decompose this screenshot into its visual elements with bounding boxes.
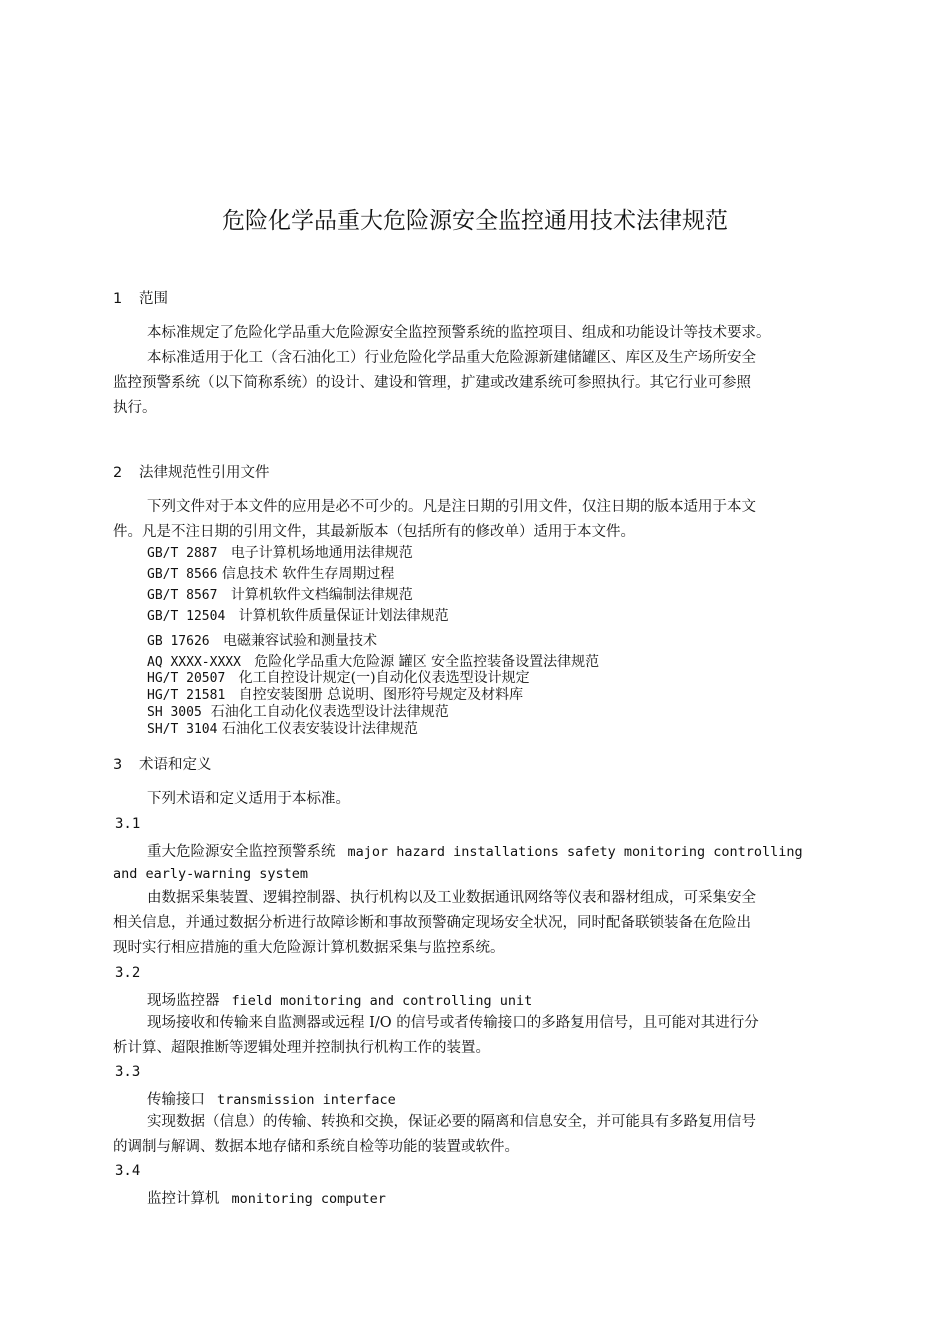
reference-name: 计算机软件质量保证计划法律规范 [238,608,449,624]
section-1-paragraph-2-line-3: 执行。 [113,400,157,416]
section-1-body [113,321,859,421]
term-en: monitoring computer [231,1191,386,1207]
reference-code: SH 3005 [147,705,202,720]
reference-item [147,687,523,704]
section-1-paragraph-2-line-2: 监控预警系统（以下简称系统）的设计、建设和管理，扩建或改建系统可参照执行。其它行业可参照 [113,375,751,391]
section-2-title: 法律规范性引用文件 [139,465,270,481]
section-1-paragraph-2-line-1: 本标准适用于化工（含石油化工）行业危险化学品重大危险源新建储罐区、库区及生产场所安全 [147,350,756,366]
section-3-intro: 下列术语和定义适用于本标准。 [147,791,350,807]
reference-item [147,587,413,604]
reference-item [147,654,599,671]
reference-code: GB/T 8567 [147,588,218,603]
section-1-title: 范围 [139,291,168,307]
term-number: 3.4 [115,1163,141,1179]
term-en-continued: and early-warning system [113,866,309,882]
section-2-number: 2 [113,465,123,481]
term-zh: 现场监控器 [147,993,220,1009]
term-en: major hazard installations safety monitoring controlling [347,844,803,860]
term-definition-line: 析计算、超限推断等逻辑处理并控制执行机构工作的装置。 [113,1040,490,1056]
term-heading [147,1088,396,1109]
term-definition [113,886,859,961]
term-definition-line: 由数据采集装置、逻辑控制器、执行机构以及工业数据通讯网络等仪表和器材组成，可采集安全 [147,890,756,906]
section-1-paragraph-1: 本标准规定了危险化学品重大危险源安全监控预警系统的监控项目、组成和功能设计等技术要求。 [147,325,771,341]
term-definition [113,1110,859,1160]
reference-name: 危险化学品重大危险源 罐区 安全监控装备设置法律规范 [254,654,600,670]
term-definition [113,1011,859,1061]
reference-code: HG/T 20507 [147,671,226,686]
section-2-heading [113,461,270,482]
term-number: 3.1 [115,816,141,832]
reference-code: GB 17626 [147,634,210,649]
term-en: field monitoring and controlling unit [231,993,533,1009]
term-en: transmission interface [217,1092,396,1108]
reference-code: GB/T 2887 [147,546,218,561]
section-2-paragraph-line-1: 下列文件对于本文件的应用是必不可少的。凡是注日期的引用文件，仅注日期的版本适用于本文 [147,499,756,515]
section-3-number: 3 [113,757,123,773]
term-heading [147,1187,386,1208]
document-title: 危险化学品重大危险源安全监控通用技术法律规范 [222,208,728,234]
section-1-number: 1 [113,291,123,307]
section-2-paragraph-line-2: 件。凡是不注日期的引用文件，其最新版本（包括所有的修改单）适用于本文件。 [113,524,635,540]
reference-name: 石油化工自动化仪表选型设计法律规范 [210,704,449,720]
term-definition-line: 现时实行相应措施的重大危险源计算机数据采集与监控系统。 [113,940,505,956]
reference-name: 电子计算机场地通用法律规范 [230,545,413,561]
reference-code: GB/T 12504 [147,609,226,624]
reference-code: HG/T 21581 [147,688,226,703]
section-2-body [113,495,859,545]
term-zh: 监控计算机 [147,1191,220,1207]
section-1-heading [113,287,168,308]
reference-name: 信息技术 软件生存周期过程 [221,566,395,582]
term-zh: 重大危险源安全监控预警系统 [147,844,336,860]
reference-item [147,721,418,738]
reference-name: 自控安装图册 总说明、图形符号规定及材料库 [238,687,524,703]
term-definition-line: 现场接收和传输来自监测器或远程 I/O 的信号或者传输接口的多路复用信号，且可能对其进行分 [147,1015,759,1031]
reference-item [147,566,394,583]
section-3-heading [113,753,212,774]
term-zh: 传输接口 [147,1092,205,1108]
reference-code: SH/T 3104 [147,722,218,737]
reference-item [147,545,413,562]
reference-code: GB/T 8566 [147,567,218,582]
reference-name: 电磁兼容试验和测量技术 [222,633,377,649]
reference-name: 计算机软件文档编制法律规范 [230,587,413,603]
reference-code: AQ XXXX-XXXX [147,655,241,670]
section-3-title: 术语和定义 [139,757,212,773]
term-definition-line: 的调制与解调、数据本地存储和系统自检等功能的装置或软件。 [113,1139,519,1155]
term-heading [147,989,532,1010]
term-definition-line: 实现数据（信息）的传输、转换和交换，保证必要的隔离和信息安全，并可能具有多路复用信号 [147,1114,756,1130]
reference-item [147,704,449,721]
term-heading [147,840,803,861]
reference-item [147,608,449,625]
term-definition-line: 相关信息，并通过数据分析进行故障诊断和事故预警确定现场安全状况，同时配备联锁装备在危险出 [113,915,751,931]
term-number: 3.2 [115,965,141,981]
reference-item [147,633,377,650]
reference-item [147,670,530,687]
reference-name: 化工自控设计规定(一)自动化仪表选型设计规定 [238,670,530,686]
term-number: 3.3 [115,1064,141,1080]
reference-name: 石油化工仪表安装设计法律规范 [221,721,418,737]
